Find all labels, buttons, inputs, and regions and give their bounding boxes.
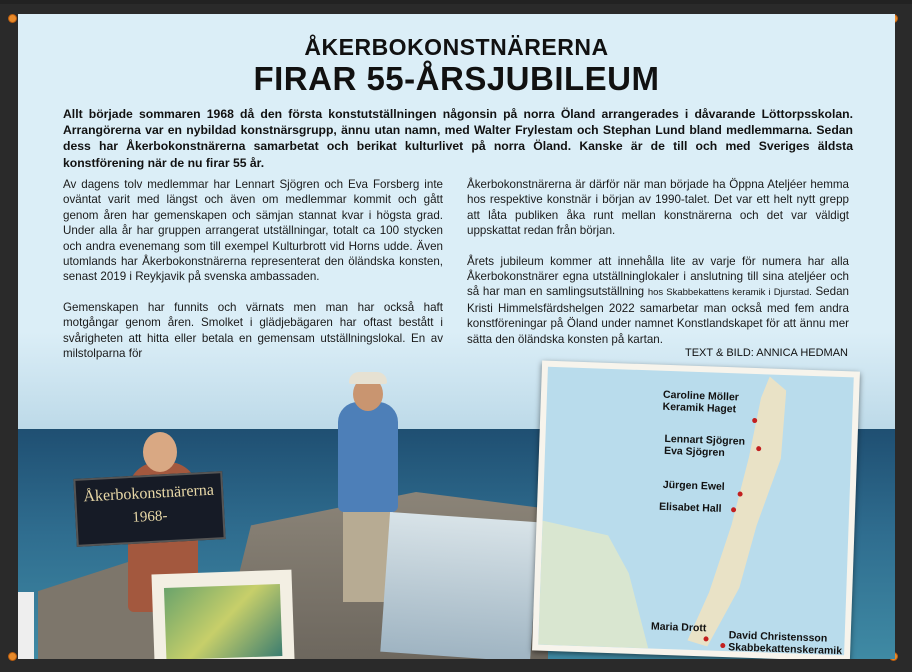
map-label-david-christensson bbox=[728, 629, 843, 657]
map-label-lennart-sjogren bbox=[664, 433, 745, 460]
painting-canvas bbox=[164, 584, 282, 659]
photo-credit: TEXT & BILD: ANNICA HEDMAN bbox=[684, 347, 848, 359]
paragraph-part: Årets jubileum kommer att innehålla lite av varje för numera har alla Åkerbokonstnärer egna utställninglokaler i anslutning till sina ateljéer och så har man en samlingsutställning bbox=[467, 254, 849, 299]
map-label-name: David Christensson bbox=[728, 629, 828, 645]
sign-text-year: 1968- bbox=[132, 508, 168, 526]
corner-dot-bottom-left bbox=[8, 652, 17, 661]
map-label-name: Lennart Sjögren bbox=[664, 432, 746, 448]
map-label-name: Caroline Möller bbox=[662, 388, 740, 404]
headline-line-2: FIRAR 55-ÅRSJUBILEUM bbox=[253, 60, 660, 97]
photo-sign bbox=[73, 471, 225, 547]
map-label-maria-drott bbox=[651, 621, 707, 635]
map-label-name: Maria Drott bbox=[650, 620, 707, 635]
paragraph-part: Sedan Kristi Himmelsfärdshelgen 2022 samarbetar man också med fem andra konstföreningar på Öland under namnet Konstlandskapet för att ännu mer sätta den öländska konsten på kartan. bbox=[467, 285, 849, 346]
map-label-name: Jürgen Ewel bbox=[662, 478, 725, 493]
headline-line-1: ÅKERBOKONSTNÄRERNA bbox=[304, 34, 609, 60]
paragraph: Åkerbokonstnärerna är därför när man började ha Öppna Ateljéer hemma hos respektive konstnär i början av 1990-talet. Det var ett helt nytt grepp att låta publiken åka runt mellan konstnärerna och det var väldigt uppskattat redan från början. bbox=[467, 178, 849, 238]
map-label-sub: Eva Sjögren bbox=[663, 444, 725, 459]
map-marker bbox=[731, 507, 736, 512]
map-label-name: Elisabet Hall bbox=[658, 500, 722, 515]
photo-easel bbox=[18, 592, 34, 659]
paragraph: Gemenskapen har funnits och värnats men man har också haft motgångar genom åren. Smolket i glädjebägaren har oftast bestått i svårigheten att hitta eller betala en gemensam utställningslokal. En av milstolparna för bbox=[63, 300, 443, 361]
lead-paragraph: Allt började sommaren 1968 då den första konstutställningen någonsin på norra Öland arrangerades i dåvarande Löttorpsskolan. Arrangörerna var en nybildad konstnärsgrupp, ännu utan namn, med Walter Frylestam och Stephan Lund bland medlemmarna. Sedan dess har Åkerbokonstnärerna samarbetat och berikat kulturlivet på norra Öland. Kanske är de till och med Sveriges äldsta konstförening när de nu firar 55 år. bbox=[63, 107, 853, 170]
article-page bbox=[18, 14, 895, 659]
text-column-left bbox=[63, 177, 443, 376]
photo-woman-head bbox=[143, 432, 177, 472]
photo-painting-sculpture bbox=[380, 512, 539, 659]
top-edge bbox=[0, 0, 912, 4]
paragraph bbox=[467, 254, 849, 347]
corner-dot-top-left bbox=[8, 14, 17, 23]
map-label-sub: Keramik Haget bbox=[662, 400, 737, 416]
photo-man bbox=[338, 402, 398, 512]
map-label-elisabet-hall bbox=[659, 501, 722, 515]
photo-painting-green bbox=[151, 570, 294, 659]
text-column-right bbox=[467, 177, 849, 362]
paragraph: Av dagens tolv medlemmar har Lennart Sjögren och Eva Forsberg inte oväntat varit med längst och även om medlemmar kommit och gått genom åren har gemenskapen och sämjan stannat kvar i högsta grad. Under alla år har gruppen arrangerat utställningar, totalt ca 100 stycken och andra evenemang som till exempel Kulturbrott vid Horns udde. Även utomlands har Åkerbokonstnärerna representerat den öländska konsten, senast 2019 i Reykjavik på svenska ambassaden. bbox=[63, 178, 443, 284]
map-label-caroline-moller bbox=[662, 389, 739, 416]
sign-text-name: Åkerbokonstnärerna bbox=[83, 481, 215, 506]
oland-map bbox=[532, 361, 860, 659]
map-label-sub: Skabbekattenskeramik bbox=[728, 641, 843, 658]
map-label-jurgen-ewel bbox=[663, 479, 725, 493]
paragraph-small-text: hos Skabbekattens keramik i Djurstad. bbox=[647, 287, 812, 299]
